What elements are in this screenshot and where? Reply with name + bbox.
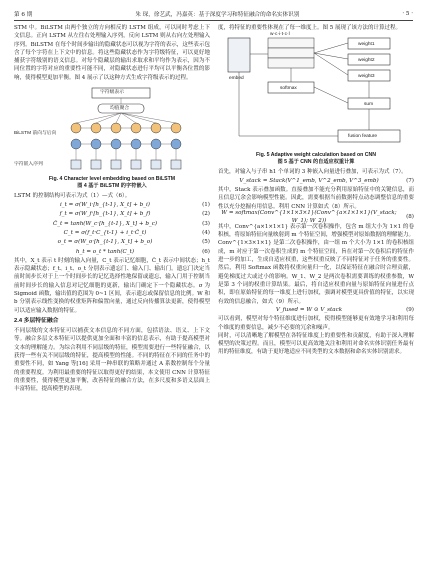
right-paragraph-5: 可以看到，模型对每个特征维度进行加权，使得模型能够更有效地学习和利用每个维度的重要信息，减少不必要的冗余和噪声。 [218, 316, 414, 331]
fig5-caption-cn: 图 5 基于 CNN 的自适应权重计算 [277, 159, 355, 166]
equation-8: W = softmax(Conv^{1×1×3×1}(Conv^{a×1×1×1}(V_stack; W_1); W_2)) (8) [221, 209, 414, 224]
equation-5: o_t = σ(W_o·[h_{t-1}, X_t] + b_o) (5) [57, 239, 210, 246]
stack-block-1 [268, 38, 314, 48]
figure-5 [218, 34, 414, 166]
right-paragraph-6: 同时，可以清晰地了解模型在各特征维度上的重要性和贡献度，有助于深入理解模型的决策过程。而且，模型可以更高效地关注和利用对命名实体识别任务最有用的特征维度，有助于更好地适应不同类型的文本数据和命名实体识别需求。 [218, 332, 414, 356]
fig5-weight1-label: weight1 [358, 42, 375, 48]
right-column [218, 24, 414, 357]
fig5-caption-en: Fig. 5 Adaptive weight calculation based on CNN [255, 152, 376, 159]
char-input-row [71, 160, 181, 169]
equation-4: C_t = σ(f_t·C_{t-1} + i_t·C̃_t) (4) [63, 230, 210, 237]
figure-4 [14, 84, 210, 190]
equation-intro: LSTM 的控制结构可表示为式（1）—式（6）。 [14, 193, 131, 200]
fig4-caption-en: Fig. 4 Character level embedding based on BiLSTM [48, 176, 176, 183]
fig5-sum-label: sum [364, 102, 374, 108]
equation-9: V_fused = W ⊙ V_stack (9) [275, 307, 414, 314]
equation-3: C̃_t = tanh(W_c·[h_{t-1}, X_t] + b_c) (3) [52, 220, 210, 227]
right-paragraph-3: 其中，Stack 表示叠加函数。直接叠加不能充分利用原始特征中的关键信息，而且信息冗余会影响模型性能。因此，需要根据当前数据特点动态调整信息的重要性以充分挖掘有用信息。利用 CNN 计算如式（8）所示。 [218, 186, 414, 210]
page-number: · 5 · [402, 11, 413, 17]
fig4-bilstm-label: BiLSTM 前向与后向 [14, 131, 57, 137]
stack-block-3 [268, 58, 314, 68]
left-paragraph-3: 不同层级的文本特征可以捕获文本信息的不同方面，包括语法、语义、上下文等。融合多层文本特征可以提供更加全面和丰富的信息表示，有助于提高模型对文本的理解能力。为综合利用不同层级的特征，模型需要进行一些特征融合，以获得一些有关不同层级的特征，提高模型的性能。不同的特征在不同的任务中的重要性不同，如 Yang 等[16] 采用一种串联的策略并通过 A 系数控制每个分量的重要程度。为利用最重要的特征以取得更好的结果，本文使用 CNN 计算特征的重要性，使得模型更加平衡，改善特征的融合方法，在多尺度和多语义层面上丰富特征，提高模型的表现。 [14, 328, 210, 393]
right-paragraph-1: 度，将特征的重要性体现在了每一维度上。图 5 展现了该方法的计算过程。 [218, 25, 401, 31]
equation-7: V_stack = Stack(V^1_emb, V^2_emb, V^3_emb) (7) [239, 178, 414, 185]
figure-5-diagram [218, 34, 414, 152]
equation-6: h_t = o_t * tanh(C_t) (6) [75, 248, 210, 255]
equation-2: f_t = σ(W_f·[h_{t-1}, X_t] + b_f) (2) [59, 211, 210, 218]
running-header [14, 8, 413, 20]
fig5-fusion-label: fusion feature [348, 134, 378, 140]
issue-label: 第 6 期 [14, 12, 33, 18]
fig4-char-label: 字符嵌入序列 [14, 162, 43, 168]
left-paragraph-2: 其中，X_t 表示 t 时刻的输入向量，C_t 表示记忆细胞，C̃_t 表示中间状态；h_t 表示隐藏状态；f_t、i_t、o_t 分别表示遗忘门、输入门、输出门。遗忘门决定当前时间步长对于上一个时间步长的记忆选择性地保留或遗忘，输入门用于控制当前时间步长的输入信息对记忆细胞的更新，输出门确定下一个隐藏状态。σ 为 Sigmoid 函数，输出值的范围为 0~1 区间，表示遗忘或保留信息的比例。W 和 b 分别表示线性变换的权重矩阵和偏置向量，通过反向传播算法更新，使得模型可以适应输入数据的特征。 [14, 257, 210, 314]
fig4-sum-label: 均值聚合 [110, 106, 130, 112]
fig5-stack-label: w·c·i·t·c·l [270, 32, 290, 38]
fig4-output-label: 字符级表示 [100, 90, 124, 96]
fig5-embed-label: embed [229, 76, 244, 82]
equation-1: i_t = σ(W_i·[h_{t-1}, X_t] + b_i) (1) [60, 201, 210, 208]
header-rule [14, 20, 413, 21]
fig4-caption-cn: 图 4 基于 BiLSTM 的字符嵌入 [77, 183, 147, 190]
fig5-weight3-label: weight3 [358, 74, 375, 80]
fig5-softmax-label: softmax [280, 86, 297, 92]
section-heading: 2.4 多层特征融合 [14, 317, 59, 324]
fig5-weight2-label: weight2 [358, 58, 375, 64]
left-paragraph-1: STM 中。BiLSTM 由两个独立的方向相反的 LSTM 组成，可以同时考虑上下文信息。正向 LSTM 从左往右处理输入序列，反向 LSTM 则从右向左处理输入序列。BiLSTM 在每个时间步输出的隐藏状态可以视为字符的表示，这些表示包含了每个字符在上下文中的信息。将这些隐藏状态作为字符级特征，可以更好地捕获字符级别的语义信息。对每个隐藏层的输出求取求和平均作为表示，因为不同位置的字符对应的重要性可能不同，对隐藏状态进行平均可以平衡各位置的影响，使得模型更加平衡。图 4 展示了以这种方式生成字符级表示的过程。 [14, 25, 210, 81]
embed-block [228, 38, 250, 72]
right-paragraph-2: 首先，对输入与子串 h1 个单词的 3 种嵌入向量进行叠加，可表示为式（7）。 [218, 169, 407, 176]
left-column [14, 24, 210, 393]
stack-block-2 [268, 48, 314, 58]
right-paragraph-4: 其中，Conv^{a×1×1×1} 表示第一次卷积操作，包含 m 组大小为 1×1 的卷积核，将原始特征向量映射到 m 个特征空间，增强模型对原始数据的理解能力。Conv^{1×3×1×1} 是第二次卷积操作，由一组 m 个大小为 1×1 的卷积核组成，m 对应于第一次卷积生成的 m 个特征空间，旨在对第一次卷积后的特征作进一步的加工，生成自适应权重，这些权重反映了不同特征对于任务的重要性。然后，利用 Softmax 函数将权重向量归一化，以保证特征在融合时合理贡献，避免梯度过大或过小的影响。W_1、W_2 是两次卷积需要训练的权重参数，W 是第 3 个词的权重计算结果。最后，将自适应权重向量与原始特征向量进行点积，即在原始特征的每一维度上进行加权，强调对模型更具价值的特征，以实现有效的信息融合，如式（9）所示。 [218, 223, 414, 305]
running-title: 朱 琛，徐艺武，冯嘉英：基于深度学习和特征融合的命名实体识别 [135, 12, 300, 18]
